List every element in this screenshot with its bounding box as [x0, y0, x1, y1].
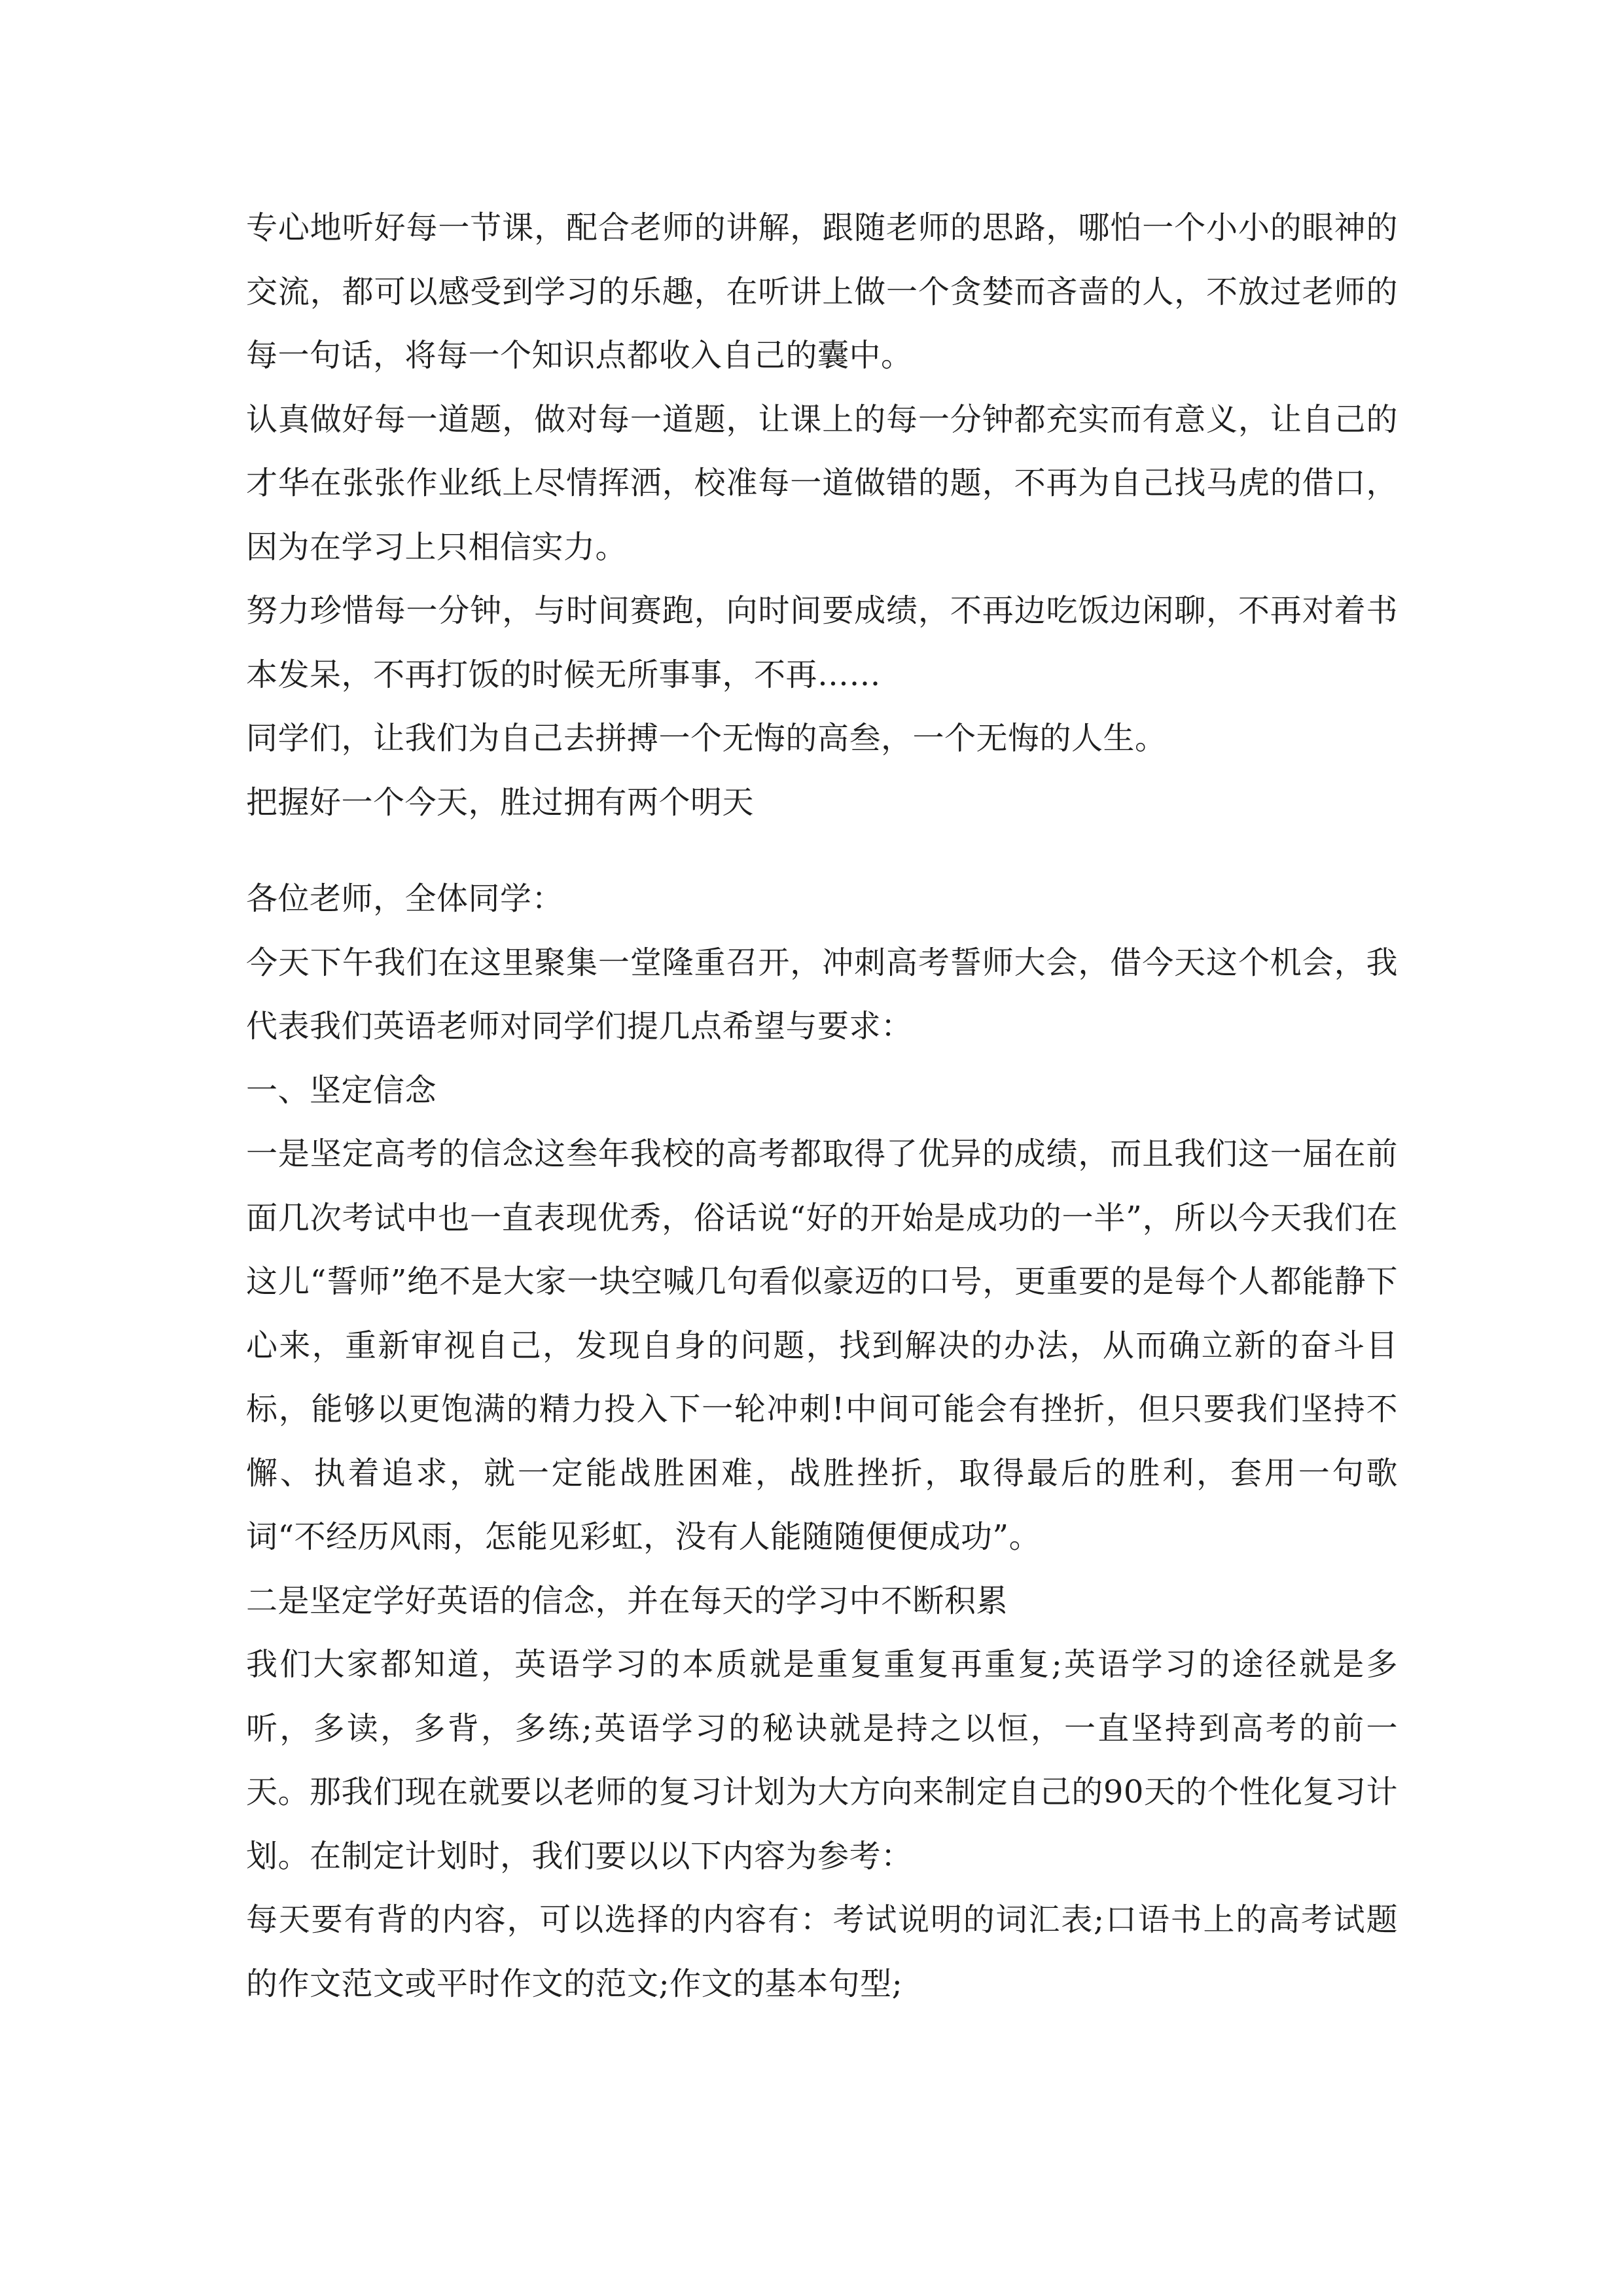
- paragraph-introduction: 今天下午我们在这里聚集一堂隆重召开，冲刺高考誓师大会，借今天这个机会，我代表我们英语老师对同学们提几点希望与要求：: [246, 944, 1398, 1045]
- paragraph-english-study-method: 我们大家都知道，英语学习的本质就是重复重复再重复;英语学习的途径就是多听，多读，多背，多练;英语学习的秘诀就是持之以恒，一直坚持到高考的前一天。那我们现在就要以老师的复习计划为大方向来制定自己的90天的个性化复习计划。在制定计划时，我们要以以下内容为参考：: [246, 1646, 1398, 1874]
- section-study-advice: [246, 196, 1398, 834]
- paragraph-heading-firm-belief: 一、坚定信念: [246, 1071, 437, 1109]
- paragraph-cherish-time: 努力珍惜每一分钟，与时间赛跑，向时间要成绩，不再边吃饭边闲聊，不再对着书本发呆，不再打饭的时候无所事事，不再……: [246, 592, 1398, 693]
- paragraph-salutation: 各位老师，全体同学：: [246, 880, 564, 917]
- paragraph-do-exercises: 认真做好每一道题，做对每一道题，让课上的每一分钟都充实而有意义，让自己的才华在张张作业纸上尽情挥洒，校准每一道做错的题，不再为自己找马虎的借口，因为在学习上只相信实力。: [246, 401, 1398, 565]
- paragraph-heading-english-belief: 二是坚定学好英语的信念，并在每天的学习中不断积累: [246, 1582, 1008, 1619]
- paragraph-belief-in-exam: 一是坚定高考的信念这叁年我校的高考都取得了优异的成绩，而且我们这一届在前面几次考试中也一直表现优秀，俗话说“好的开始是成功的一半”，所以今天我们在这儿“誓师”绝不是大家一块空喊几句看似豪迈的口号，更重要的是每个人都能静下心来，重新审视自己，发现自身的问题，找到解决的办法，从而确立新的奋斗目标，能够以更饱满的精力投入下一轮冲刺!中间可能会有挫折，但只要我们坚持不懈、执着追求，就一定能战胜困难，战胜挫折，取得最后的胜利，套用一句歌词“不经历风雨，怎能见彩虹，没有人能随随便便成功”。: [246, 1136, 1398, 1555]
- paragraph-daily-recitation: 每天要有背的内容，可以选择的内容有：考试说明的词汇表;口语书上的高考试题的作文范文或平时作文的范文;作文的基本句型;: [246, 1901, 1398, 2002]
- paragraph-call-to-students: 同学们，让我们为自己去拼搏一个无悔的高叁，一个无悔的人生。: [246, 720, 1167, 757]
- paragraph-closing-motto: 把握好一个今天，胜过拥有两个明天: [246, 783, 755, 821]
- paragraph-listen-in-class: 专心地听好每一节课，配合老师的讲解，跟随老师的思路，哪怕一个小小的眼神的交流，都可以感受到学习的乐趣，在听讲上做一个贪婪而吝啬的人，不放过老师的每一句话，将每一个知识点都收入自己的囊中。: [246, 209, 1398, 374]
- section-pledge-speech: [246, 867, 1398, 2016]
